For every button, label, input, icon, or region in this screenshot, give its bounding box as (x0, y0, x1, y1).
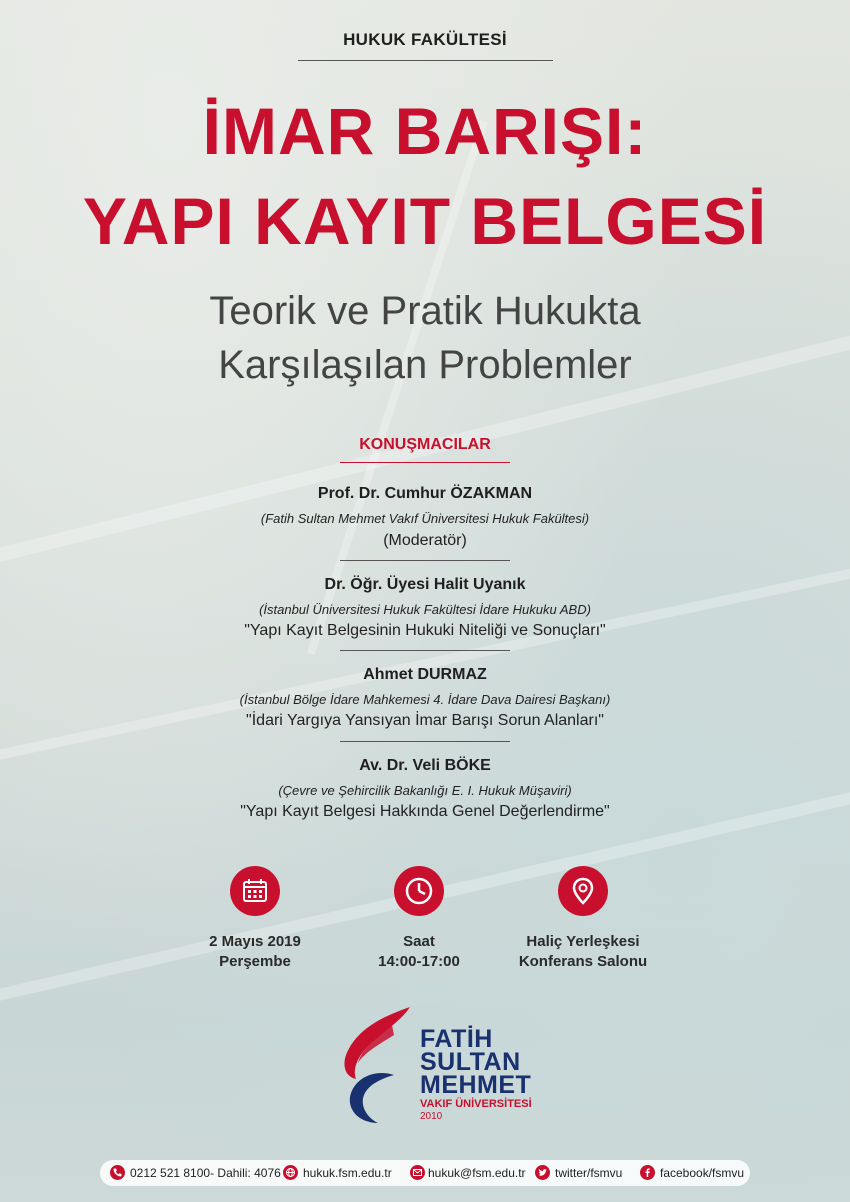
footer-phone: 0212 521 8100- Dahili: 4076 (130, 1166, 281, 1180)
event-place-line-1: Haliç Yerleşkesi (526, 933, 640, 950)
faculty-label: HUKUK FAKÜLTESİ (343, 30, 507, 49)
speaker-4-role: "Yapı Kayıt Belgesi Hakkında Genel Değerlendirme" (240, 803, 610, 820)
title-line-2: YAPI KAYIT BELGESİ (82, 184, 768, 258)
clock-icon (394, 866, 444, 916)
speaker-1-affiliation: (Fatih Sultan Mehmet Vakıf Üniversitesi Hukuk Fakültesi) (260, 511, 590, 526)
footer-website-link[interactable]: hukuk.fsm.edu.tr (303, 1166, 392, 1180)
logo-year: 2010 (420, 1111, 443, 1122)
speaker-4-affiliation: (Çevre ve Şehircilik Bakanlığı E. I. Hukuk Müşaviri) (278, 783, 572, 798)
globe-icon (283, 1165, 298, 1180)
subtitle-line-1: Teorik ve Pratik Hukukta (209, 289, 641, 333)
speaker-divider (340, 650, 510, 651)
facebook-icon (640, 1165, 655, 1180)
email-icon (410, 1165, 425, 1180)
location-pin-icon (558, 866, 608, 916)
logo-text-line-2: SULTAN (420, 1048, 521, 1076)
speaker-2-name: Dr. Öğr. Üyesi Halit Uyanık (324, 576, 526, 593)
twitter-icon (535, 1165, 550, 1180)
faculty-underline (298, 60, 553, 61)
event-time-line-1: Saat (403, 933, 435, 950)
speaker-3-affiliation: (İstanbul Bölge İdare Mahkemesi 4. İdare Dava Dairesi Başkanı) (239, 692, 611, 707)
speakers-heading: KONUŞMACILAR (359, 436, 491, 453)
logo-text-line-1: FATİH (420, 1025, 493, 1053)
footer-facebook-link[interactable]: facebook/fsmvu (660, 1166, 745, 1180)
event-date-line-1: 2 Mayıs 2019 (209, 933, 301, 950)
event-place (483, 932, 683, 972)
logo-subtitle: VAKIF ÜNİVERSİTESİ (420, 1098, 532, 1110)
speaker-1-name: Prof. Dr. Cumhur ÖZAKMAN (317, 485, 533, 502)
phone-icon (110, 1165, 125, 1180)
event-place-line-2: Konferans Salonu (518, 953, 648, 970)
title-line-1: İMAR BARIŞI: (202, 94, 648, 168)
speaker-divider (340, 560, 510, 561)
speaker-3-role: "İdari Yargıya Yansıyan İmar Barışı Sorun Alanları" (246, 712, 604, 729)
speaker-1-role: (Moderatör) (383, 532, 467, 549)
subtitle-line-2: Karşılaşılan Problemler (218, 343, 632, 387)
calendar-icon (230, 866, 280, 916)
footer-email-link[interactable]: hukuk@fsm.edu.tr (428, 1166, 526, 1180)
speaker-3-name: Ahmet DURMAZ (363, 666, 487, 683)
speaker-divider (340, 741, 510, 742)
speaker-2-affiliation: (İstanbul Üniversitesi Hukuk Fakültesi İdare Hukuku ABD) (259, 602, 591, 617)
logo-text-line-3: MEHMET (420, 1071, 532, 1099)
event-time-line-2: 14:00-17:00 (378, 953, 460, 970)
speaker-4-name: Av. Dr. Veli BÖKE (359, 757, 491, 774)
speaker-2-role: "Yapı Kayıt Belgesinin Hukuki Niteliği ve Sonuçları" (244, 622, 606, 639)
footer-twitter-link[interactable]: twitter/fsmvu (555, 1166, 623, 1180)
university-logo-emblem (332, 1005, 414, 1125)
speakers-heading-underline (340, 462, 510, 463)
event-date-line-2: Perşembe (219, 953, 291, 970)
